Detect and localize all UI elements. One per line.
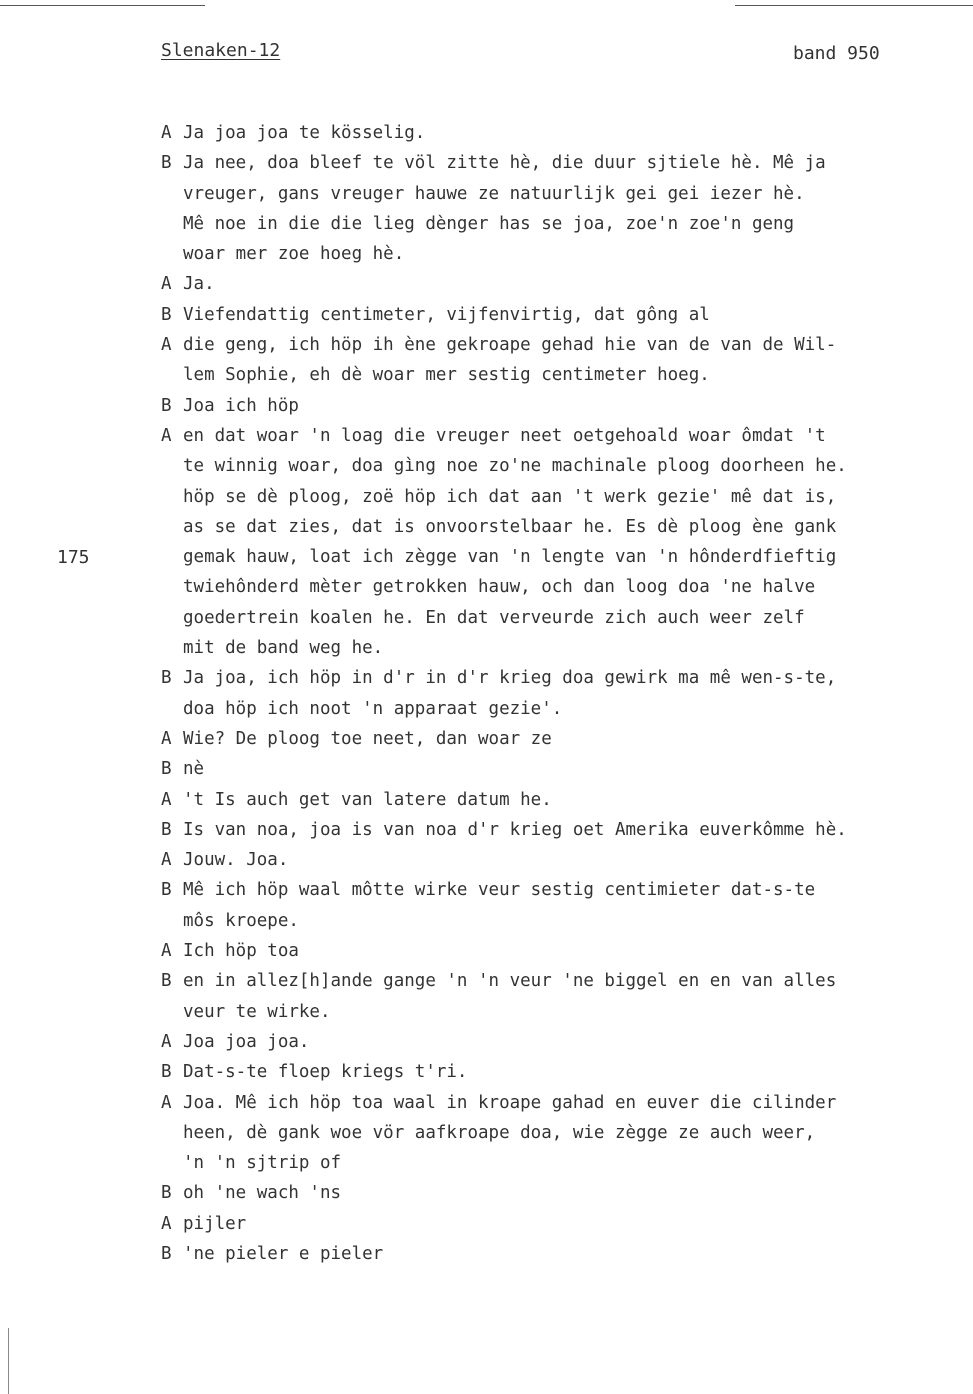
- speaker-label: B: [161, 395, 172, 416]
- dialogue-turn: [161, 330, 961, 391]
- dialogue-turn: [161, 269, 961, 299]
- transcript: [161, 118, 961, 1269]
- text-line: oh 'ne wach 'ns: [183, 1183, 342, 1204]
- text-line: mit de band weg he.: [183, 638, 384, 659]
- turn-text: [183, 118, 961, 148]
- speaker-label: A: [161, 335, 172, 356]
- document-title: Slenaken-12: [161, 40, 281, 61]
- turn-text: [183, 936, 961, 966]
- text-line: twiehônderd mèter getrokken hauw, och dan loog doa 'ne halve: [183, 577, 816, 598]
- text-line: 'n 'n sjtrip of: [183, 1153, 342, 1174]
- text-line: Ich höp toa: [183, 941, 299, 962]
- margin-mark: [8, 1328, 9, 1394]
- speaker-label: B: [161, 971, 172, 992]
- speaker-label: A: [161, 1213, 172, 1234]
- text-line: Ja nee, doa bleef te völ zitte hè, die duur sjtiele hè. Mê ja: [183, 153, 826, 174]
- turn-text: [183, 785, 961, 815]
- turn-text: [183, 845, 961, 875]
- speaker-label: A: [161, 274, 172, 295]
- text-line: vreuger, gans vreuger hauwe ze natuurlijk gei gei iezer hè.: [183, 183, 805, 204]
- dialogue-turn: [161, 663, 961, 724]
- text-line: woar mer zoe hoeg hè.: [183, 244, 405, 265]
- text-line: Joa. Mê ich höp toa waal in kroape gahad en euver die cilinder: [183, 1092, 837, 1113]
- dialogue-turn: [161, 1027, 961, 1057]
- speaker-label: A: [161, 425, 172, 446]
- text-line: Jouw. Joa.: [183, 850, 289, 871]
- dialogue-turn: [161, 785, 961, 815]
- dialogue-turn: [161, 754, 961, 784]
- text-line: Mê ich höp waal môtte wirke veur sestig centimieter dat-s-te: [183, 880, 816, 901]
- top-rule-left: [0, 5, 205, 6]
- speaker-label: B: [161, 668, 172, 689]
- turn-text: [183, 1209, 961, 1239]
- dialogue-turn: [161, 391, 961, 421]
- turn-text: [183, 1027, 961, 1057]
- text-line: lem Sophie, eh dè woar mer sestig centimeter hoeg.: [183, 365, 710, 386]
- turn-text: [183, 421, 961, 663]
- dialogue-turn: [161, 1239, 961, 1269]
- text-line: 't Is auch get van latere datum he.: [183, 789, 552, 810]
- turn-text: [183, 148, 961, 269]
- turn-text: [183, 330, 961, 391]
- text-line: doa höp ich noot 'n apparaat gezie'.: [183, 698, 563, 719]
- turn-text: [183, 269, 961, 299]
- text-line: veur te wirke.: [183, 1001, 331, 1022]
- speaker-label: A: [161, 1031, 172, 1052]
- turn-text: [183, 300, 961, 330]
- text-line: goedertrein koalen he. En dat verveurde zich auch weer zelf: [183, 607, 805, 628]
- text-line: die geng, ich höp ih ène gekroape gehad hie van de van de Wil-: [183, 335, 837, 356]
- text-line: en dat woar 'n loag die vreuger neet oetgehoald woar ômdat 't: [183, 425, 826, 446]
- speaker-label: B: [161, 759, 172, 780]
- speaker-label: A: [161, 728, 172, 749]
- dialogue-turn: [161, 1088, 961, 1179]
- text-line: gemak hauw, loat ich zègge van 'n lengte van 'n hônderdfieftig: [183, 547, 837, 568]
- text-line: Wie? De ploog toe neet, dan woar ze: [183, 728, 552, 749]
- dialogue-turn: [161, 300, 961, 330]
- text-line: höp se dè ploog, zoë höp ich dat aan 't werk gezie' mê dat is,: [183, 486, 837, 507]
- top-rule-right: [735, 5, 973, 6]
- dialogue-turn: [161, 1209, 961, 1239]
- speaker-label: A: [161, 1092, 172, 1113]
- text-line: Ja.: [183, 274, 215, 295]
- text-line: môs kroepe.: [183, 910, 299, 931]
- speaker-label: B: [161, 1183, 172, 1204]
- text-line: Ja joa joa te kösselig.: [183, 123, 426, 143]
- dialogue-turn: [161, 966, 961, 1027]
- dialogue-turn: [161, 421, 961, 663]
- text-line: Is van noa, joa is van noa d'r krieg oet Amerika euverkômme hè.: [183, 819, 847, 840]
- speaker-label: B: [161, 304, 172, 325]
- speaker-label: B: [161, 1062, 172, 1083]
- text-line: Joa joa joa.: [183, 1031, 310, 1052]
- turn-text: [183, 1057, 961, 1087]
- text-line: pijler: [183, 1213, 247, 1234]
- dialogue-turn: [161, 875, 961, 936]
- text-line: Dat-s-te floep kriegs t'ri.: [183, 1062, 468, 1083]
- text-line: Joa ich höp: [183, 395, 299, 416]
- speaker-label: A: [161, 850, 172, 871]
- turn-text: [183, 875, 961, 936]
- text-line: as se dat zies, dat is onvoorstelbaar he. Es dè ploog ène gank: [183, 516, 837, 537]
- speaker-label: B: [161, 153, 172, 174]
- turn-text: [183, 815, 961, 845]
- dialogue-turn: [161, 1178, 961, 1208]
- dialogue-turn: [161, 845, 961, 875]
- dialogue-turn: [161, 815, 961, 845]
- turn-text: [183, 1088, 961, 1179]
- speaker-label: A: [161, 123, 172, 143]
- turn-text: [183, 391, 961, 421]
- text-line: 'ne pieler e pieler: [183, 1243, 384, 1264]
- speaker-label: A: [161, 789, 172, 810]
- margin-counter: 175: [57, 547, 90, 568]
- speaker-label: B: [161, 1243, 172, 1264]
- turn-text: [183, 754, 961, 784]
- text-line: Ja joa, ich höp in d'r in d'r krieg doa gewirk ma mê wen-s-te,: [183, 668, 837, 689]
- dialogue-turn: [161, 148, 961, 269]
- dialogue-turn: [161, 1057, 961, 1087]
- text-line: Viefendattig centimeter, vijfenvirtig, dat gông al: [183, 304, 710, 325]
- text-line: heen, dè gank woe vör aafkroape doa, wie zègge ze auch weer,: [183, 1122, 816, 1143]
- turn-text: [183, 1178, 961, 1208]
- turn-text: [183, 966, 961, 1027]
- dialogue-turn: [161, 936, 961, 966]
- tape-label: band 950: [793, 43, 880, 64]
- turn-text: [183, 663, 961, 724]
- text-line: te winnig woar, doa gìng noe zo'ne machinale ploog doorheen he.: [183, 456, 847, 477]
- turn-text: [183, 1239, 961, 1269]
- dialogue-turn: [161, 118, 961, 148]
- text-line: Mê noe in die die lieg dènger has se joa, zoe'n zoe'n geng: [183, 213, 795, 234]
- text-line: nè: [183, 759, 205, 780]
- speaker-label: B: [161, 819, 172, 840]
- turn-text: [183, 724, 961, 754]
- dialogue-turn: [161, 724, 961, 754]
- speaker-label: B: [161, 880, 172, 901]
- text-line: en in allez[h]ande gange 'n 'n veur 'ne biggel en en van alles: [183, 971, 837, 992]
- speaker-label: A: [161, 941, 172, 962]
